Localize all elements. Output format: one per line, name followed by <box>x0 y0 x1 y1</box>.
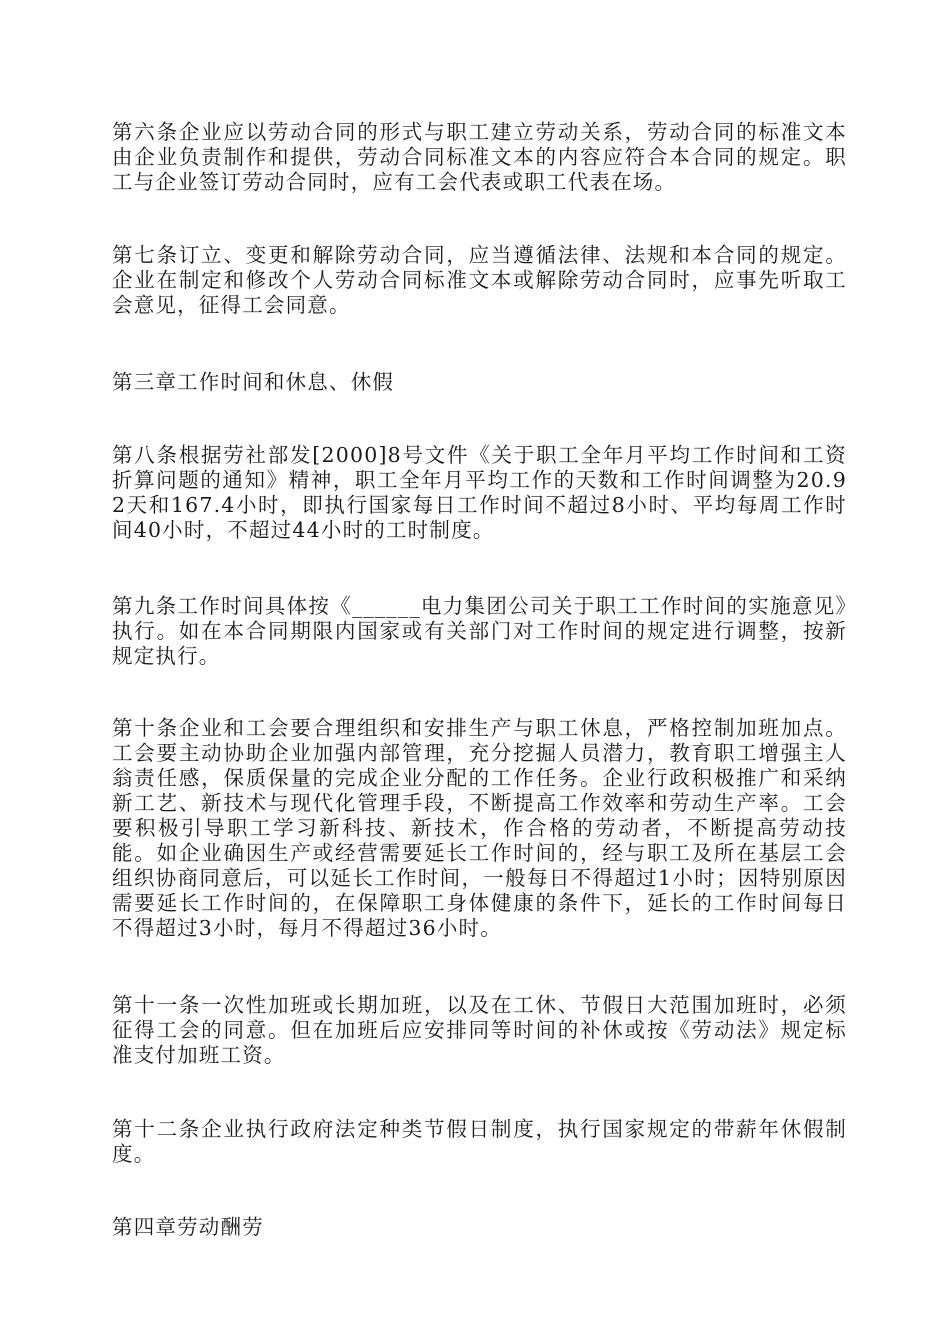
article-8-paragraph: 第八条根据劳社部发[2000]8号文件《关于职工全年月平均工作时间和工资折算问题的通知》精神，职工全年月平均工作的天数和工作时间调整为20.92天和167.4小时，即执行国家每日工作时间不超过8小时、平均每周工作时间40小时，不超过44小时的工时制度。 <box>112 443 847 542</box>
article-10-paragraph: 第十条企业和工会要合理组织和安排生产与职工休息，严格控制加班加点。工会要主动协助企业加强内部管理，充分挖掘人员潜力，教育职工增强主人翁责任感，保质保量的完成企业分配的工作任务。企业行政积极推广和采纳新工艺、新技术与现代化管理手段，不断提高工作效率和劳动生产率。工会要积极引导职工学习新科技、新技术，作合格的劳动者，不断提高劳动技能。如企业确因生产或经营需要延长工作时间的，经与职工及所在基层工会组织协商同意后，可以延长工作时间，一般每日不得超过1小时；因特别原因需要延长工作时间的，在保障职工身体健康的条件下，延长的工作时间每日不得超过3小时，每月不得超过36小时。 <box>112 716 847 940</box>
chapter-4-heading: 第四章劳动酬劳 <box>112 1215 264 1239</box>
chapter-3-heading: 第三章工作时间和休息、休假 <box>112 370 395 394</box>
article-7-paragraph: 第七条订立、变更和解除劳动合同，应当遵循法律、法规和本合同的规定。企业在制定和修改个人劳动合同标准文本或解除劳动合同时，应事先听取工会意见，征得工会同意。 <box>112 243 847 317</box>
article-11-paragraph: 第十一条一次性加班或长期加班，以及在工休、节假日大范围加班时，必须征得工会的同意。但在加班后应安排同等时间的补休或按《劳动法》规定标准支付加班工资。 <box>112 993 847 1067</box>
article-6-paragraph: 第六条企业应以劳动合同的形式与职工建立劳动关系，劳动合同的标准文本由企业负责制作和提供，劳动合同标准文本的内容应符合本合同的规定。职工与企业签订劳动合同时，应有工会代表或职工代表在场。 <box>112 120 847 194</box>
article-12-paragraph: 第十二条企业执行政府法定种类节假日制度，执行国家规定的带薪年休假制度。 <box>112 1117 847 1166</box>
article-9-paragraph: 第九条工作时间具体按《______电力集团公司关于职工工作时间的实施意见》执行。如在本合同期限内国家或有关部门对工作时间的规定进行调整，按新规定执行。 <box>112 594 847 668</box>
